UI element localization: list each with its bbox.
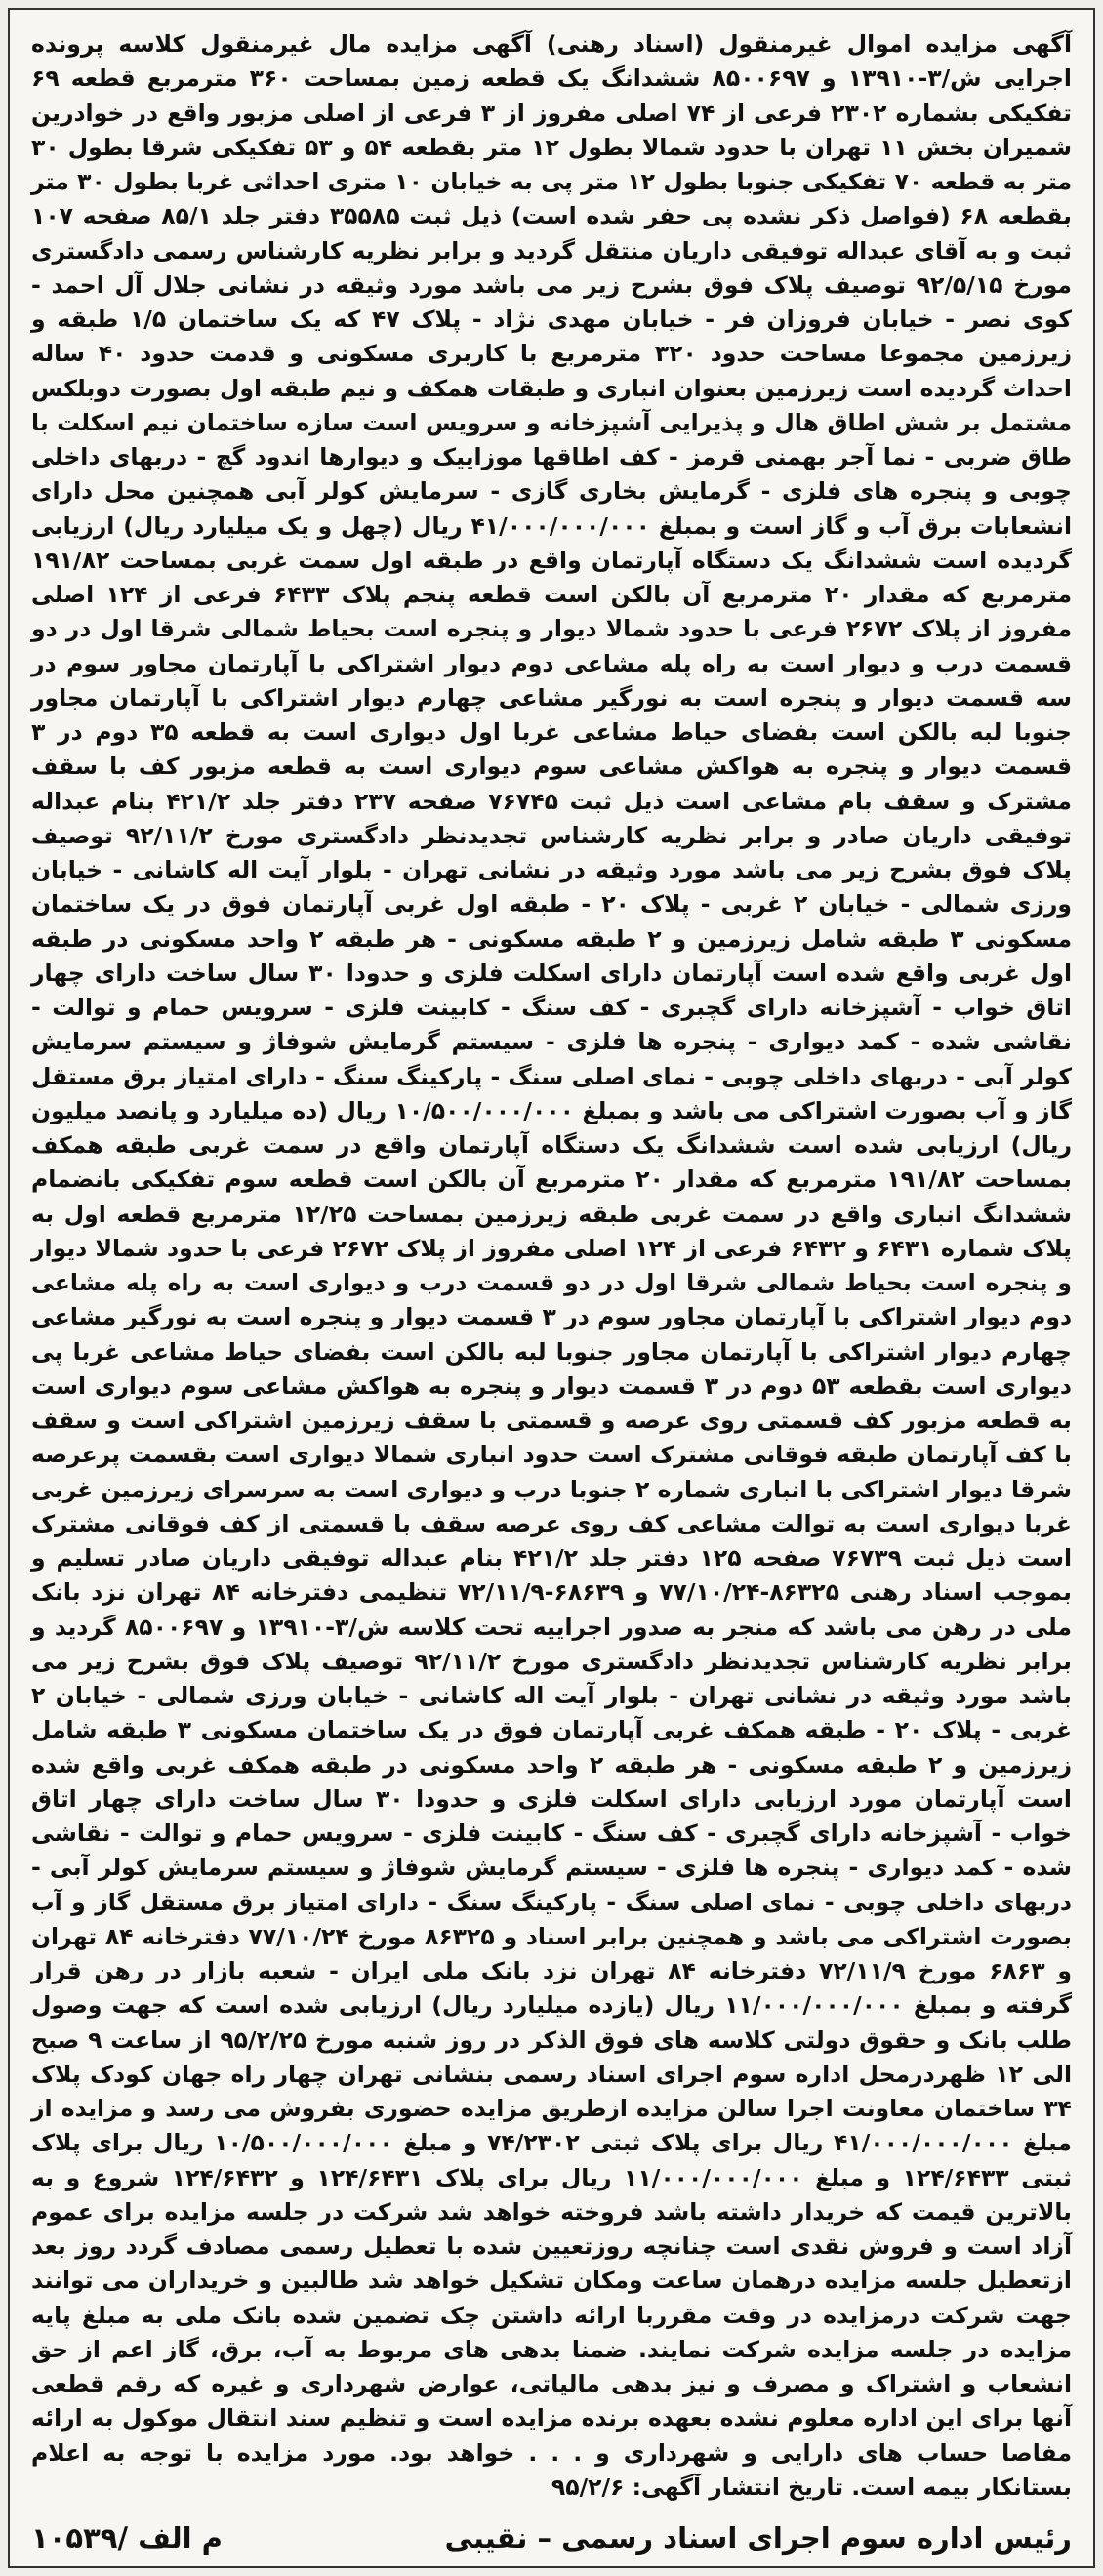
- footer-reference-code: م الف /۱۰۵۳۹: [31, 2521, 223, 2555]
- notice-footer: [31, 2519, 1072, 2556]
- notice-body-text: آگهی مزایده اموال غیرمنقول (اسناد رهنی) آگهی مزایده مال غیرمنقول کلاسه پرونده اجرایی ش/۳-۱۳۹۱۰ و ۸۵۰۰۶۹۷ ششدانگ یک قطعه زمین بمساحت ۳۶۰ مترمربع قطعه ۶۹ تفکیکی بشماره ۲۳۰۲ فرعی از ۷۴ اصلی مفروز از ۳ فرعی از اصلی مزبور واقع در خوادرین شمیران بخش ۱۱ تهران با حدود شمالا بطول ۱۲ متر بقطعه ۵۴ و ۵۳ تفکیکی شرقا بطول ۳۰ متر به قطعه ۷۰ تفکیکی جنوبا بطول ۱۲ متر پی به خیابان ۱۰ متری احداثی غربا بطول ۳۰ متر بقطعه ۶۸ (فواصل ذکر نشده پی حفر شده است) ذیل ثبت ۳۵۵۸۵ دفتر جلد ۸۵/۱ صفحه ۱۰۷ ثبت و به آقای عبداله توفیقی داریان منتقل گردید و برابر نظریه کارشناس رسمی دادگستری مورخ ۹۲/۵/۱۵ توصیف پلاک فوق بشرح زیر می باشد مورد وثیقه در نشانی جلال آل احمد - کوی نصر - خیابان فروزان فر - خیابان مهدی نژاد - پلاک ۴۷ که یک ساختمان ۱/۵ طبقه و زیرزمین مجموعا مساحت حدود ۳۲۰ مترمربع با کاربری مسکونی و قدمت حدود ۴۰ ساله احداث گردیده است زیرزمین بعنوان انباری و طبقات همکف و نیم طبقه اول بصورت دوبلکس مشتمل بر شش اطاق هال و پذیرایی آشپزخانه و سرویس است سازه ساختمان نیم اسکلت با طاق ضربی - نما آجر بهمنی قرمز - کف اطاقها موزاییک و دیوارها اندود گچ - دربهای داخلی چوبی و پنجره های فلزی - گرمایش بخاری گازی - سرمایش کولر آبی همچنین محل دارای انشعابات برق آب و گاز است و بمبلغ ۴۱/۰۰۰/۰۰۰/۰۰۰ ریال (چهل و یک میلیارد ریال) ارزیابی گردیده است ششدانگ یک دستگاه آپارتمان واقع در طبقه اول سمت غربی بمساحت ۱۹۱/۸۲ مترمربع که مقدار ۲۰ مترمربع آن بالکن است قطعه پنجم پلاک ۶۴۳۳ فرعی از ۱۲۴ اصلی مفروز از پلاک ۲۶۷۲ فرعی با حدود شمالا دیوار و پنجره است بحیاط شمالی شرقا اول در دو قسمت درب و دیوار است به راه پله مشاعی دوم دیوار اشتراکی با آپارتمان مجاور سوم در سه قسمت دیوار و پنجره است به نورگیر مشاعی چهارم دیوار اشتراکی با آپارتمان مجاور جنوبا لبه بالکن است بفضای حیاط مشاعی غربا اول دیواری است به قطعه ۳۵ دوم در ۳ قسمت دیوار و پنجره به هواکش مشاعی سوم دیواری است به قطعه مزبور کف با سقف مشترک و سقف بام مشاعی است ذیل ثبت ۷۶۷۴۵ صفحه ۲۳۷ دفتر جلد ۴۲۱/۲ بنام عبداله توفیقی داریان صادر و برابر نظریه کارشناس تجدیدنظر دادگستری مورخ ۹۲/۱۱/۲ توصیف پلاک فوق بشرح زیر می باشد مورد وثیقه در نشانی تهران - بلوار آیت اله کاشانی - خیابان ورزی شمالی - خیابان ۲ غربی - پلاک ۲۰ - طبقه اول غربی آپارتمان فوق در یک ساختمان مسکونی ۳ طبقه شامل زیرزمین و ۲ طبقه مسکونی - هر طبقه ۲ واحد مسکونی در طبقه اول غربی واقع شده است آپارتمان دارای اسکلت فلزی و حدودا ۳۰ سال ساخت دارای چهار اتاق خواب - آشپزخانه دارای گچبری - کف سنگ - کابینت فلزی - سرویس حمام و توالت - نقاشی شده - کمد دیواری - پنجره ها فلزی - سیستم گرمایش شوفاژ و سیستم سرمایش کولر آبی - دربهای داخلی چوبی - نمای اصلی سنگ - پارکینگ سنگ - دارای امتیاز برق مستقل گاز و آب بصورت اشتراکی می باشد و بمبلغ ۱۰/۵۰۰/۰۰۰/۰۰۰ ریال (ده میلیارد و پانصد میلیون ریال) ارزیابی شده است ششدانگ یک دستگاه آپارتمان واقع در سمت غربی طبقه همکف بمساحت ۱۹۱/۸۲ مترمربع که مقدار ۲۰ مترمربع آن بالکن است قطعه سوم تفکیکی بانضمام ششدانگ انباری واقع در سمت غربی طبقه زیرزمین بمساحت ۱۲/۲۵ مترمربع قطعه اول به پلاک شماره ۶۴۳۱ و ۶۴۳۲ فرعی از ۱۲۴ اصلی مفروز از پلاک ۲۶۷۲ فرعی با حدود شمالا دیوار و پنجره است بحیاط شمالی شرقا اول در دو قسمت درب و دیواری است به راه پله مشاعی دوم دیوار اشتراکی با آپارتمان مجاور سوم در ۳ قسمت دیوار و پنجره است به نورگیر مشاعی چهارم دیوار اشتراکی با آپارتمان مجاور جنوبا لبه بالکن است بفضای حیاط مشاعی غربا پی دیواری است بقطعه ۵۳ دوم در ۳ قسمت دیوار و پنجره به هواکش مشاعی سوم دیواری است به قطعه مزبور کف قسمتی روی عرصه و قسمتی با سقف زیرزمین اشتراکی است و سقف با کف آپارتمان طبقه فوقانی مشترک است حدود انباری شمالا دیواری است بقسمت پرعرصه شرقا دیوار اشتراکی با انباری شماره ۲ جنوبا درب و دیواری است به سرسرای زیرزمین غربی غربا دیواری است به توالت مشاعی کف روی عرصه سقف با قسمتی از کف فوقانی مشترک است ذیل ثبت ۷۶۷۳۹ صفحه ۱۲۵ دفتر جلد ۴۲۱/۲ بنام عبداله توفیقی داریان صادر تسلیم و بموجب اسناد رهنی ۸۶۳۲۵-۷۷/۱۰/۲۴ و ۶۸۶۳۹-۷۲/۱۱/۹ تنظیمی دفترخانه ۸۴ تهران نزد بانک ملی در رهن می باشد که منجر به صدور اجراییه تحت کلاسه ش/۳-۱۳۹۱۰ و ۸۵۰۰۶۹۷ گردید و برابر نظریه کارشناس تجدیدنظر دادگستری مورخ ۹۲/۱۱/۲ توصیف پلاک فوق بشرح زیر می باشد مورد وثیقه در نشانی تهران - بلوار آیت اله کاشانی - خیابان ورزی شمالی - خیابان ۲ غربی - پلاک ۲۰ - طبقه همکف غربی آپارتمان فوق در یک ساختمان مسکونی ۳ طبقه شامل زیرزمین و ۲ طبقه مسکونی - هر طبقه ۲ واحد مسکونی در طبقه همکف غربی واقع شده است آپارتمان مورد ارزیابی دارای اسکلت فلزی و حدودا ۳۰ سال ساخت دارای چهار اتاق خواب - آشپزخانه دارای گچبری - کف سنگ - کابینت فلزی - سرویس حمام و توالت - نقاشی شده - کمد دیواری - پنجره ها فلزی - سیستم گرمایش شوفاژ و سیستم سرمایش کولر آبی - دربهای داخلی چوبی - نمای اصلی سنگ - پارکینگ سنگ - دارای امتیاز برق مستقل گاز و آب بصورت اشتراکی می باشد و همچنین برابر اسناد و ۸۶۳۲۵ مورخ ۷۷/۱۰/۲۴ دفترخانه ۸۴ تهران و ۶۸۶۳ مورخ ۷۲/۱۱/۹ دفترخانه ۸۴ تهران نزد بانک ملی ایران - شعبه بازار در رهن قرار گرفته و بمبلغ ۱۱/۰۰۰/۰۰۰/۰۰۰ ریال (یازده میلیارد ریال) ارزیابی شده است که جهت وصول طلب بانک و حقوق دولتی کلاسه های فوق الذکر در روز شنبه مورخ ۹۵/۲/۲۵ از ساعت ۹ صبح الی ۱۲ ظهردرمحل اداره سوم اجرای اسناد رسمی بنشانی تهران چهار راه جهان کودک پلاک ۳۴ ساختمان معاونت اجرا سالن مزایده ازطریق مزایده حضوری بفروش می رسد و مزایده از مبلغ ۴۱/۰۰۰/۰۰۰/۰۰۰ ریال برای پلاک ثبتی ۷۴/۲۳۰۲ و مبلغ ۱۰/۵۰۰/۰۰۰/۰۰۰ ریال برای پلاک ثبتی ۱۲۴/۶۴۳۳ و مبلغ ۱۱/۰۰۰/۰۰۰/۰۰۰ ریال برای پلاک ۱۲۴/۶۴۳۱ و ۱۲۴/۶۴۳۲ شروع و به بالاترین قیمت که خریدار داشته باشد فروخته خواهد شد شرکت در جلسه مزایده برای عموم آزاد است و فروش نقدی است چنانچه روزتعیین شده با تعطیل رسمی مصادف گردد روز بعد ازتعطیل جلسه مزایده درهمان ساعت ومکان تشکیل خواهد شد طالبین و خریداران می توانند جهت شرکت درمزایده در وقت مقرربا ارائه داشتن چک تضمین شده بانک ملی به مبلغ پایه مزایده در جلسه مزایده شرکت نمایند. ضمنا بدهی های مربوط به آب، برق، گاز اعم از حق انشعاب و اشتراک و مصرف و نیز بدهی مالیاتی، عوارض شهرداری و غیره که رقم قطعی آنها برای این اداره معلوم نشده بعهده برنده مزایده است و تنظیم سند انتقال موکول به ارائه مفاصا حساب های دارایی و شهرداری و . . . خواهد بود. مورد مزایده با توجه به اعلام بستانکار بیمه است. تاریخ انتشار آگهی: ۹۵/۲/۶: [31, 30, 1073, 2501]
- auction-notice: [8, 8, 1095, 2568]
- footer-signature: رئیس اداره سوم اجرای اسناد رسمی – نقیبی: [444, 2521, 1072, 2555]
